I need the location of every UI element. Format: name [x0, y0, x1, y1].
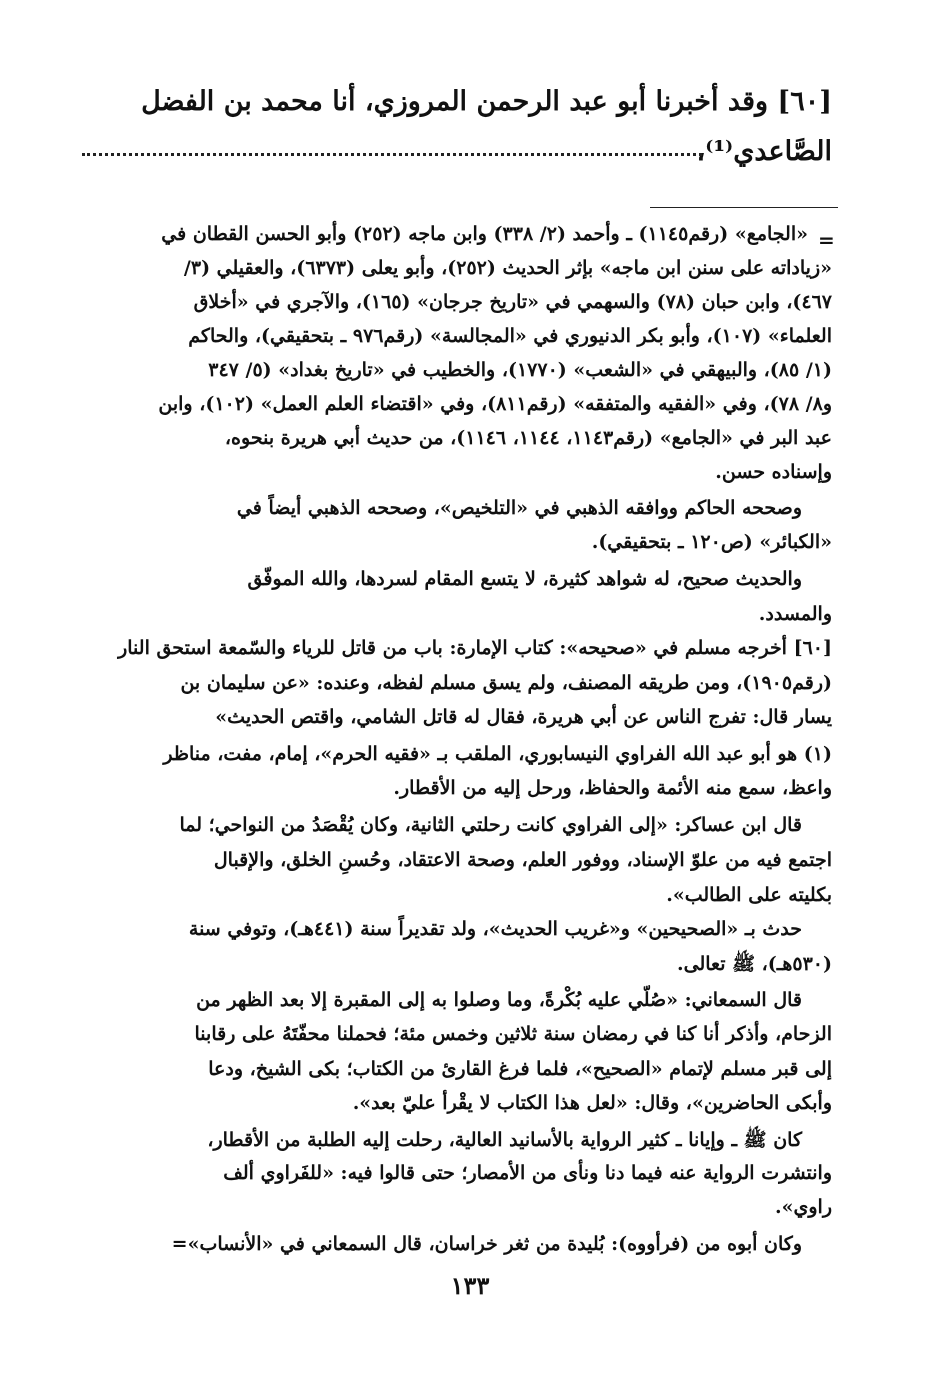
- footnote-line: (رقم١٩٠٥)، ومن طريقه المصنف، ولم يسق مسلم لفظه، وعنده: «عن سليمان بن: [180, 672, 832, 694]
- footnote-line: حدث بـ «الصحيحين» و«غريب الحديث»، ولد تقديراً سنة (٤٤١هـ)، وتوفي سنة: [188, 918, 802, 940]
- footnote-line: (١) هو أبو عبد الله الفراوي النيسابوري، الملقب بـ «فقيه الحرم»، إمام، مفت، مناظر: [163, 743, 832, 765]
- footnote-line: اجتمع فيه من علوّ الإسناد، ووفور العلم، وصحة الاعتقاد، وحُسنِ الخلق، والإقبال: [213, 849, 832, 871]
- footnote-line: قال ابن عساكر: «إلى الفراوي كانت رحلتي الثانية، وكان يُقْصَدُ من النواحي؛ لما: [179, 814, 802, 836]
- footnote-line: يسار قال: تفرج الناس عن أبي هريرة، فقال له قاتل الشامي، واقتص الحديث»: [215, 706, 832, 728]
- footnote-line: (٥٣٠هـ)، ﷺ تعالى.: [677, 953, 832, 975]
- footnote-separator: [650, 207, 838, 208]
- footnote-line: و٨/ ٧٨)، وفي «الفقيه والمتفقه» (رقم٨١١)، وفي «اقتضاء العلم العمل» (١٠٢)، وابن: [158, 393, 832, 415]
- page-number: ١٣٣: [450, 1271, 490, 1300]
- footnote-line: واعظ، سمع منه الأئمة والحفاظ، ورحل إليه من الأقطار.: [393, 777, 832, 799]
- footnote-line: وكان أبوه من (فرأووه): بُليدة من ثغر خراسان، قال السمعاني في «الأنساب»=: [171, 1233, 802, 1255]
- footnote-line: «الجامع» (رقم١١٤٥) ـ وأحمد (٢/ ٣٣٨) وابن ماجه (٢٥٢) وأبو الحسن القطان في: [161, 223, 808, 245]
- footnote-line: وانتشرت الرواية عنه فيما دنا ونأى من الأمصار؛ حتى قالوا فيه: «للفَراوي ألف: [223, 1162, 832, 1184]
- footnote-line: «زياداته على سنن ابن ماجه» بإثر الحديث (٢٥٢)، وأبو يعلى (٦٣٧٣)، والعقيلي (٣/: [183, 257, 832, 279]
- dotted-leader: [82, 153, 702, 156]
- footnote-line: الزحام، وأذكر أنا كنا في رمضان سنة ثلاثين وخمس مئة؛ فحملنا محفّتَهُ على رقابنا: [194, 1023, 832, 1045]
- main-text-line: [٦٠] وقد أخبرنا أبو عبد الرحمن المروزي، أنا محمد بن الفضل: [141, 86, 832, 117]
- footnote-line: والمسدد.: [758, 603, 832, 625]
- footnote-line: وأبكى الحاضرين»، وقال: «لعل هذا الكتاب لا يقْرأ عليّ بعد».: [352, 1092, 832, 1114]
- footnote-line: إلى قبر مسلم لإتمام «الصحيح»، فلما فرغ القارئ من الكتاب؛ بكى الشيخ، ودعا: [208, 1058, 832, 1080]
- footnote-line: ٤٦٧)، وابن حبان (٧٨) والسهمي في «تاريخ جرجان» (١٦٥)، والآجري في «أخلاق: [193, 291, 832, 313]
- footnote-line: راوي».: [775, 1196, 832, 1218]
- main-text-line: الصَّاعدي⁽¹⁾،: [696, 136, 832, 167]
- footnote-line: العلماء» (١٠٧)، وأبو بكر الدنيوري في «المجالسة» (رقم٩٧٦ ـ بتحقيقي)، والحاكم: [188, 325, 832, 347]
- footnote-line: عبد البر في «الجامع» (رقم١١٤٣، ١١٤٤، ١١٤٦)، من حديث أبي هريرة بنحوه،: [224, 427, 832, 449]
- footnote-line: «الكبائر» (ص١٢٠ ـ بتحقيقي).: [591, 531, 832, 553]
- footnote-line: [٦٠] أخرجه مسلم في «صحيحه»: كتاب الإمارة: باب من قاتل للرياء والسّمعة استحق النار: [118, 637, 832, 659]
- continuation-mark: =: [818, 228, 835, 252]
- footnote-line: بكليته على الطالب».: [666, 884, 832, 906]
- footnote-line: كان ﷺ ـ وإيانا ـ كثير الرواية بالأسانيد العالية، رحلت إليه الطلبة من الأقطار،: [207, 1129, 802, 1151]
- footnote-line: والحديث صحيح، له شواهد كثيرة، لا يتسع المقام لسردها، والله الموفّق: [247, 568, 802, 590]
- footnote-line: وصححه الحاكم ووافقه الذهبي في «التلخيص»، وصححه الذهبي أيضاً في: [236, 497, 802, 519]
- footnote-line: وإسناده حسن.: [715, 461, 832, 483]
- footnote-line: قال السمعاني: «صُلّي عليه بُكْرةً، وما وصلوا به إلى المقبرة إلا بعد الظهر من: [196, 989, 802, 1011]
- footnote-line: (١/ ٨٥)، والبيهقي في «الشعب» (١٧٧٠)، والخطيب في «تاريخ بغداد» (٥/ ٣٤٧: [208, 359, 832, 381]
